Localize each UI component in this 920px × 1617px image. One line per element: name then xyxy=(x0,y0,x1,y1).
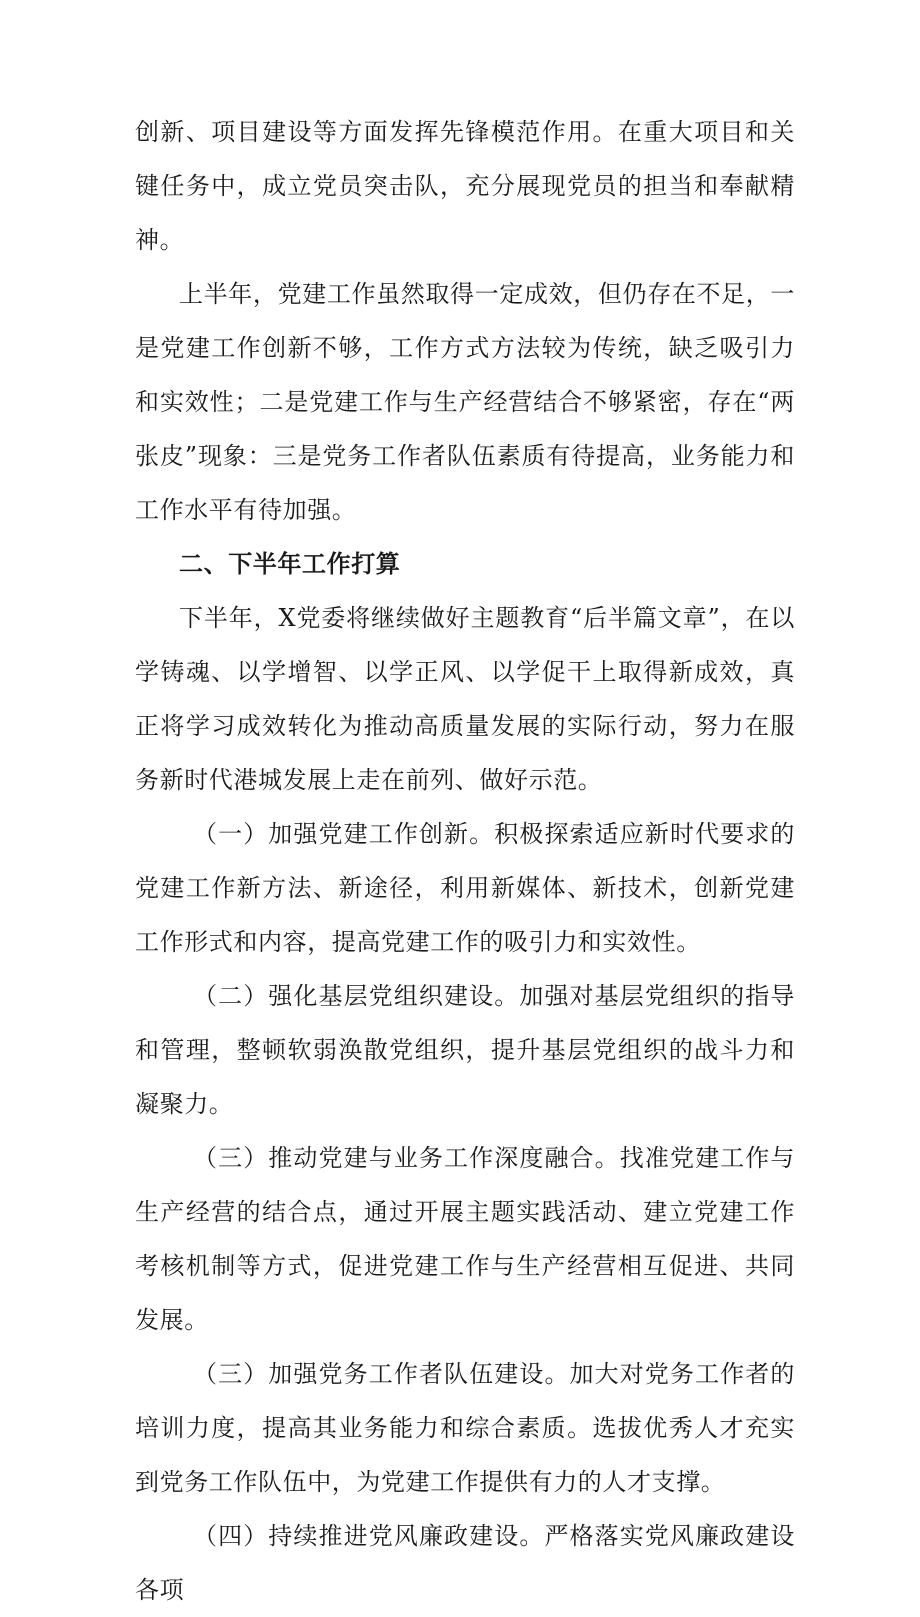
paragraph-item-2: （二）强化基层党组织建设。加强对基层党组织的指导和管理，整顿软弱涣散党组织，提升基层党组织的战斗力和凝聚力。 xyxy=(135,982,795,1118)
paragraph-item-1: （一）加强党建工作创新。积极探索适应新时代要求的党建工作新方法、新途径，利用新媒体、新技术，创新党建工作形式和内容，提高党建工作的吸引力和实效性。 xyxy=(135,820,795,956)
paragraph-continuation: 创新、项目建设等方面发挥先锋模范作用。在重大项目和关键任务中，成立党员突击队，充分展现党员的担当和奉献精神。 xyxy=(135,118,795,254)
section-heading-second-half-plan: 二、下半年工作打算 xyxy=(179,550,401,578)
document-body xyxy=(135,105,795,1617)
paragraph-item-3: （三）推动党建与业务工作深度融合。找准党建工作与生产经营的结合点，通过开展主题实践活动、建立党建工作考核机制等方式，促进党建工作与生产经营相互促进、共同发展。 xyxy=(135,1144,795,1334)
paragraph-second-half-intro: 下半年，X党委将继续做好主题教育“后半篇文章”，在以学铸魂、以学增智、以学正风、以学促干上取得新成效，真正将学习成效转化为推动高质量发展的实际行动，努力在服务新时代港城发展上走在前列、做好示范。 xyxy=(135,604,795,794)
paragraph-item-4: （四）持续推进党风廉政建设。严格落实党风廉政建设各项 xyxy=(135,1522,795,1604)
paragraph-first-half-shortcomings: 上半年，党建工作虽然取得一定成效，但仍存在不足，一是党建工作创新不够，工作方式方法较为传统，缺乏吸引力和实效性；二是党建工作与生产经营结合不够紧密，存在“两张皮”现象：三是党务工作者队伍素质有待提高，业务能力和工作水平有待加强。 xyxy=(135,280,795,524)
paragraph-item-3b: （三）加强党务工作者队伍建设。加大对党务工作者的培训力度，提高其业务能力和综合素质。选拔优秀人才充实到党务工作队伍中，为党建工作提供有力的人才支撑。 xyxy=(135,1360,795,1496)
